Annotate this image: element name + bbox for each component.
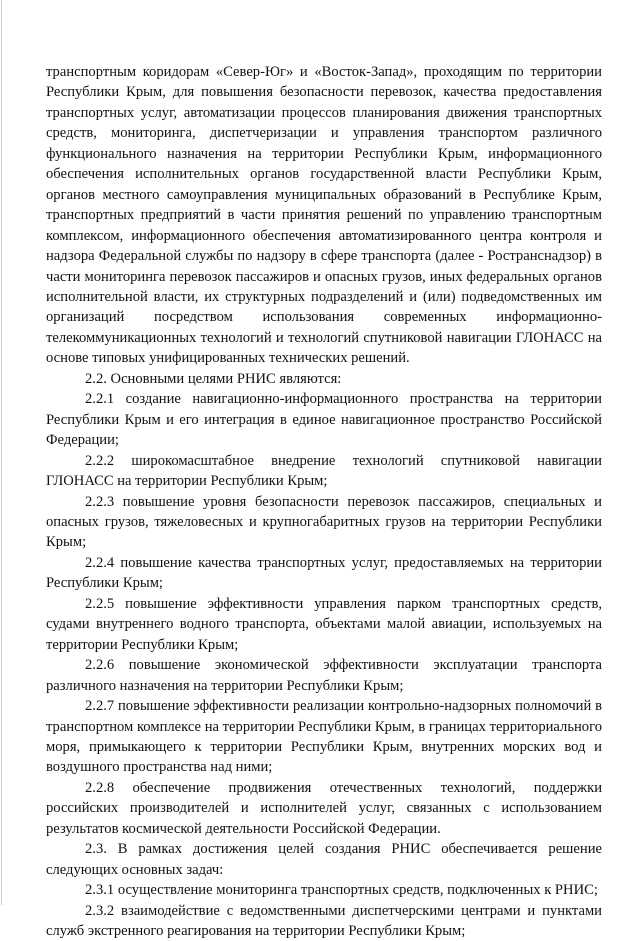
paragraph-intro-continuation: транспортным коридорам «Север-Юг» и «Восток-Запад», проходящим по территории Республики Крым, для повышения безопасности перевозок, качества предоставления транспортных услуг, автоматизации процессов планирования движения транспортных средств, мониторинга, диспетчеризации и управления транспортом различного функционального назначения на территории Республики Крым, информационного обеспечения исполнительных органов государственной власти Республики Крым, органов местного самоуправления муниципальных образований в Республике Крым, транспортных предприятий в части принятия решений по управлению транспортным комплексом, информационного обеспечения автоматизированного центра контроля и надзора Федеральной службы по надзору в сфере транспорта (далее - Ространснадзор) в части мониторинга перевозок пассажиров и опасных грузов, иных федеральных органов исполнительной власти, их структурных подразделений и (или) подведомственных им организаций посредством использования современных информационно-телекоммуникационных технологий и технологий спутниковой навигации ГЛОНАСС на основе типовых унифицированных технических решений. [46,64,602,367]
paragraph-2-2-3: 2.2.3 повышение уровня безопасности перевозок пассажиров, специальных и опасных грузов, тяжеловесных и крупногабаритных грузов на территории Республики Крым; [46,493,602,551]
document-body [46,62,602,941]
paragraph-2-2-1: 2.2.1 создание навигационно-информационного пространства на территории Республики Крым и его интеграция в единое навигационное пространство Российской Федерации; [46,391,602,449]
paragraph-2-2-4: 2.2.4 повышение качества транспортных услуг, предоставляемых на территории Республики Крым; [46,554,602,592]
paragraph-2-3-2: 2.3.2 взаимодействие с ведомственными диспетчерскими центрами и пунктами служб экстренного реагирования на территории Республики Крым; [46,902,602,940]
paragraph-2-2-8: 2.2.8 обеспечение продвижения отечественных технологий, поддержки российских производителей и исполнителей услуг, связанных с использованием результатов космической деятельности Российской Федерации. [46,779,602,837]
paragraph-2-2-6: 2.2.6 повышение экономической эффективности эксплуатации транспорта различного назначения на территории Республики Крым; [46,657,602,694]
scan-edge [1,0,2,905]
paragraph-2-3: 2.3. В рамках достижения целей создания РНИС обеспечивается решение следующих основных задач: [46,841,602,878]
paragraph-2-3-1: 2.3.1 осуществление мониторинга транспортных средств, подключенных к РНИС; [85,882,598,899]
paragraph-2-2-2: 2.2.2 широкомасштабное внедрение технологий спутниковой навигации ГЛОНАСС на территории Республики Крым; [46,452,602,490]
paragraph-2-2: 2.2. Основными целями РНИС являются: [85,370,342,387]
paragraph-2-2-7: 2.2.7 повышение эффективности реализации контрольно-надзорных полномочий в транспортном комплексе на территории Республики Крым, в границах территориального моря, примыкающего к территории Республики Крым, внутренних морских вод и воздушного пространства над ними; [46,698,602,776]
paragraph-2-2-5: 2.2.5 повышение эффективности управления парком транспортных средств, судами внутреннего водного транспорта, объектами малой авиации, используемых на территории Республики Крым; [46,595,602,653]
